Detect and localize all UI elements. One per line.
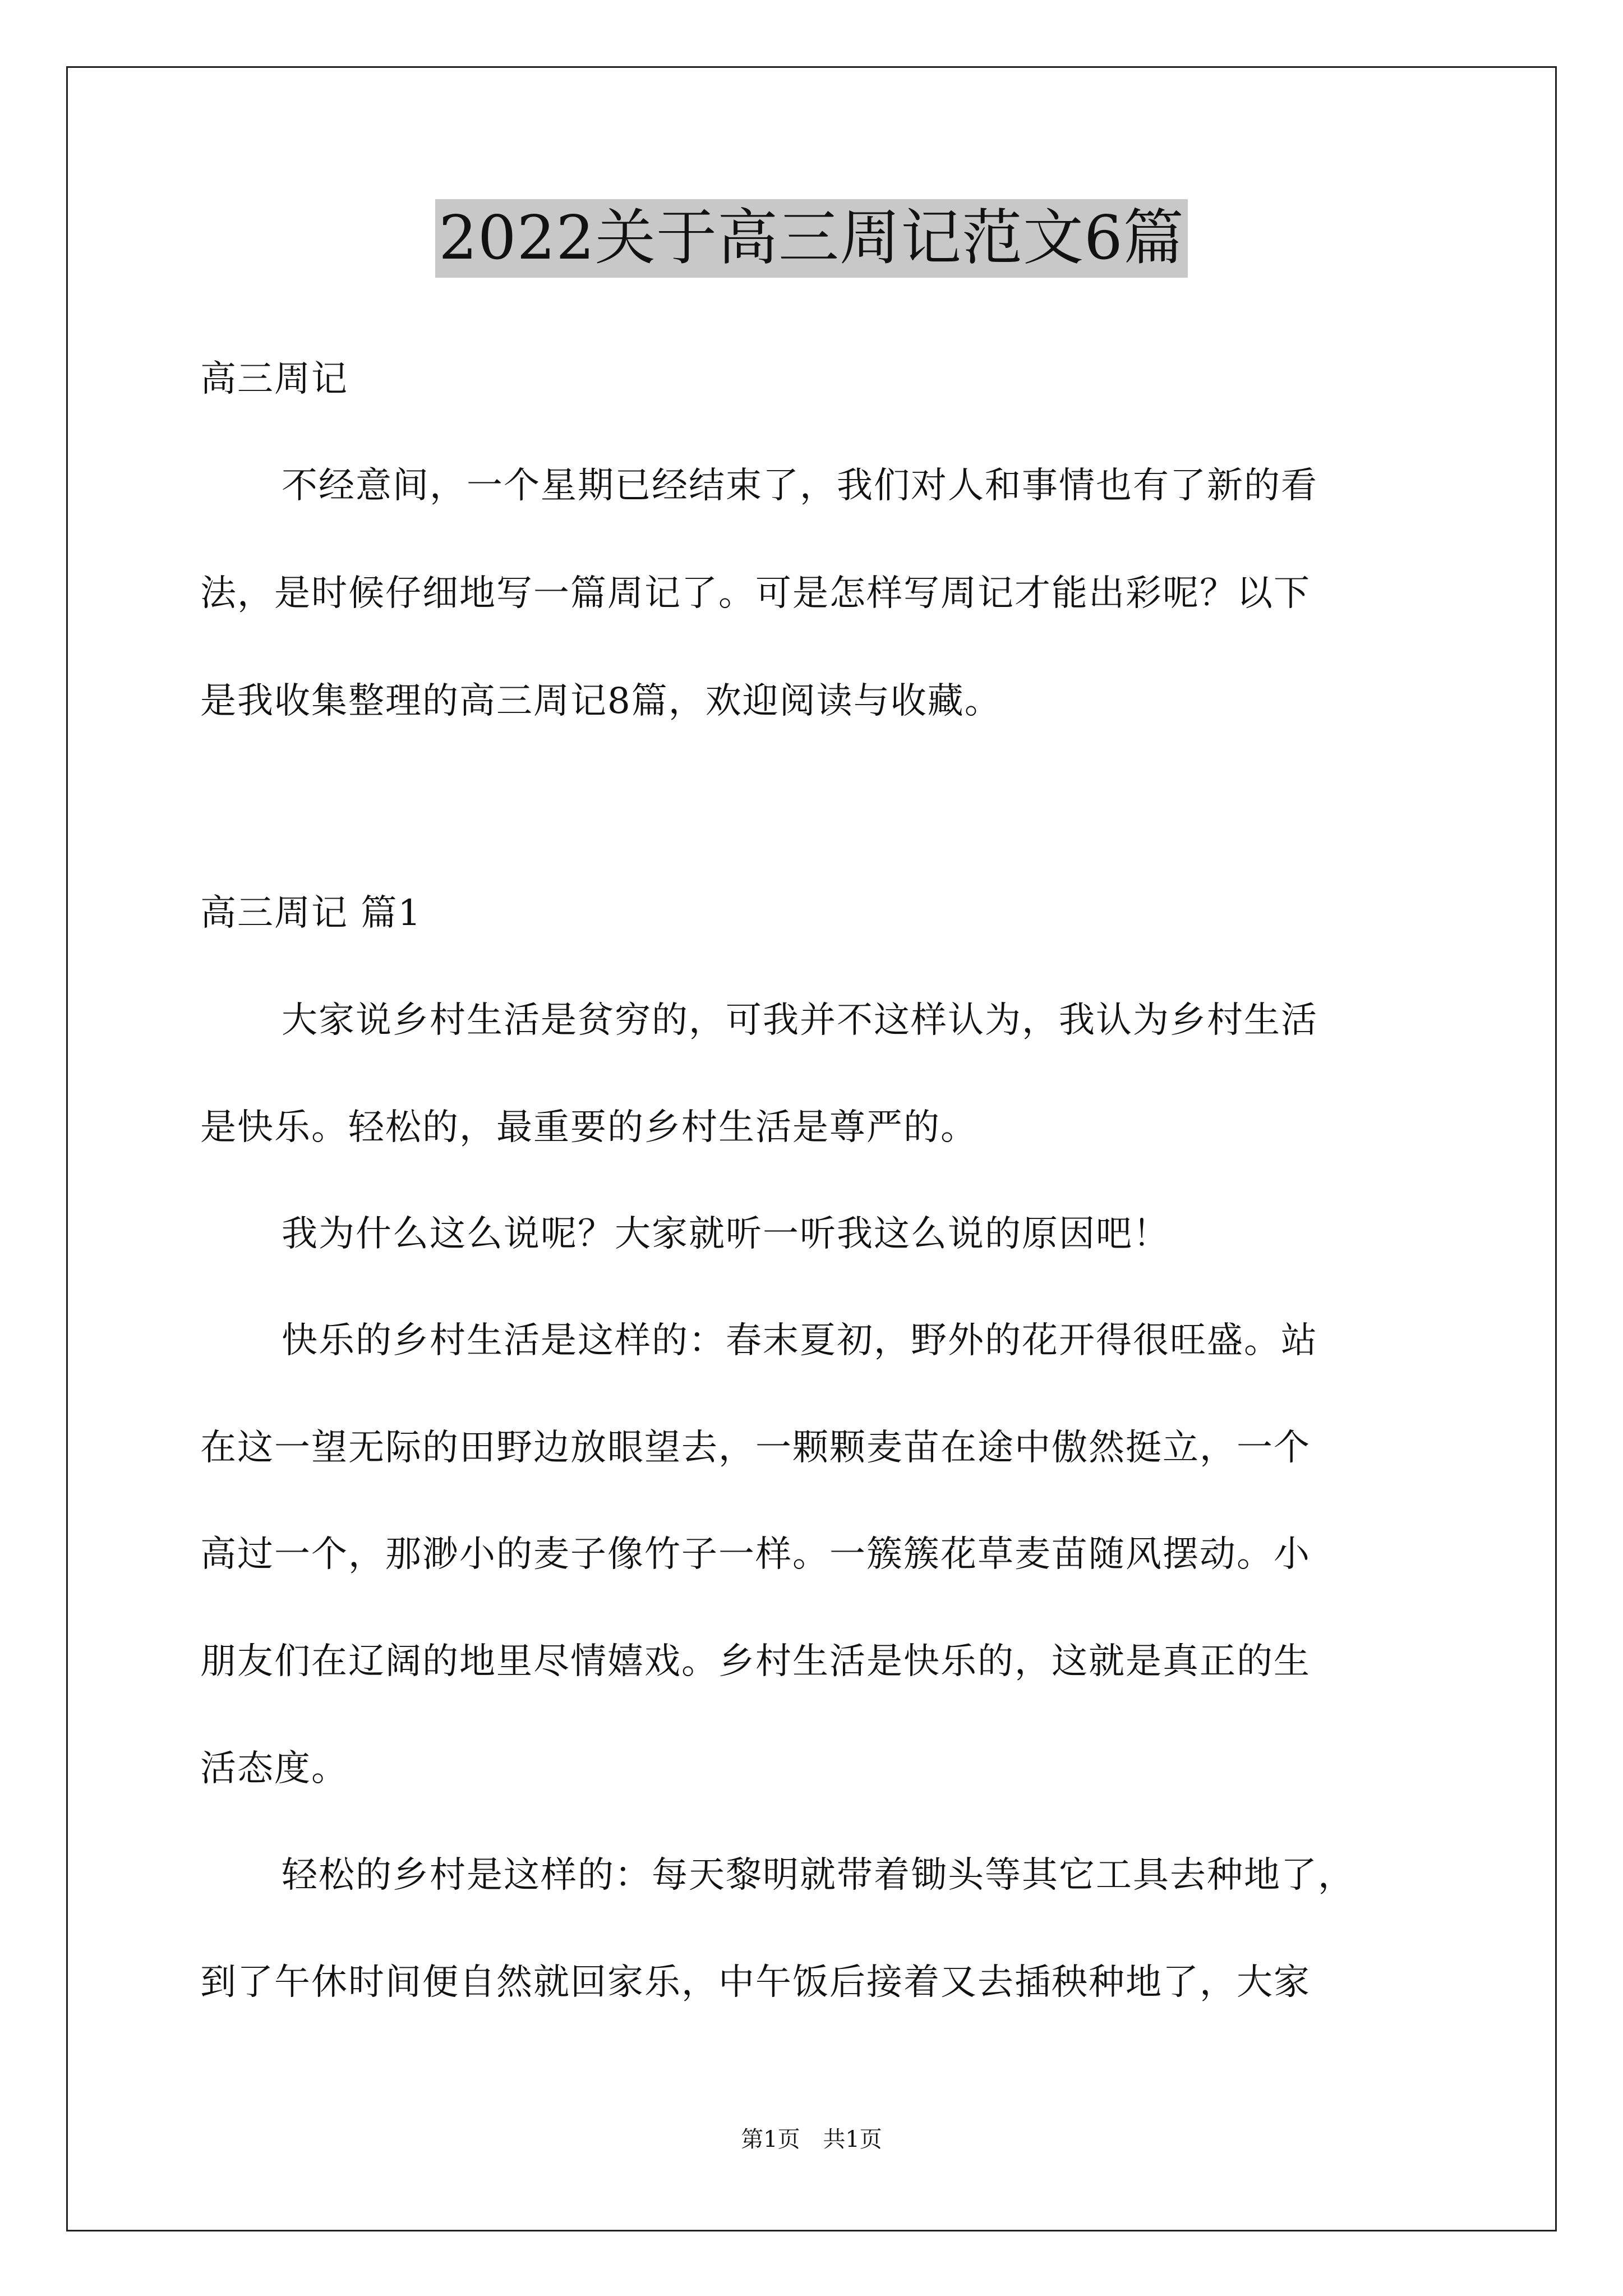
paragraph-line: 不经意间，一个星期已经结束了，我们对人和事情也有了新的看 [282, 465, 1318, 507]
paragraph-line: 高过一个，那渺小的麦子像竹子一样。一簇簇花草麦苗随风摆动。小 [200, 1534, 1311, 1575]
paragraph-line: 是快乐。轻松的，最重要的乡村生活是尊严的。 [200, 1107, 978, 1148]
page-footer [0, 2125, 1623, 2154]
paragraph-line: 是我收集整理的高三周记8篇，欢迎阅读与收藏。 [200, 680, 1002, 722]
paragraph-line: 快乐的乡村生活是这样的：春末夏初，野外的花开得很旺盛。站 [282, 1320, 1318, 1361]
paragraph-line: 我为什么这么说呢？大家就听一听我这么说的原因吧！ [282, 1213, 1170, 1255]
section-heading: 高三周记 篇1 [200, 892, 422, 934]
title-container [0, 199, 1623, 278]
section-heading: 高三周记 [200, 358, 348, 400]
paragraph-line: 到了午休时间便自然就回家乐，中午饭后接着又去插秧种地了，大家 [200, 1962, 1311, 2003]
page-number: 第1页 [741, 2127, 800, 2152]
paragraph-line: 法，是时候仔细地写一篇周记了。可是怎样写周记才能出彩呢？以下 [200, 573, 1311, 614]
page-total: 共1页 [823, 2127, 882, 2152]
paragraph-line: 大家说乡村生活是贫穷的，可我并不这样认为，我认为乡村生活 [282, 1000, 1318, 1041]
paragraph-line: 朋友们在辽阔的地里尽情嬉戏。乡村生活是快乐的，这就是真正的生 [200, 1641, 1311, 1682]
document-title: 2022关于高三周记范文6篇 [435, 199, 1188, 278]
paragraph-line: 轻松的乡村是这样的：每天黎明就带着锄头等其它工具去种地了， [282, 1855, 1355, 1896]
paragraph-line: 活态度。 [200, 1748, 348, 1789]
paragraph-line: 在这一望无际的田野边放眼望去，一颗颗麦苗在途中傲然挺立，一个 [200, 1427, 1311, 1469]
